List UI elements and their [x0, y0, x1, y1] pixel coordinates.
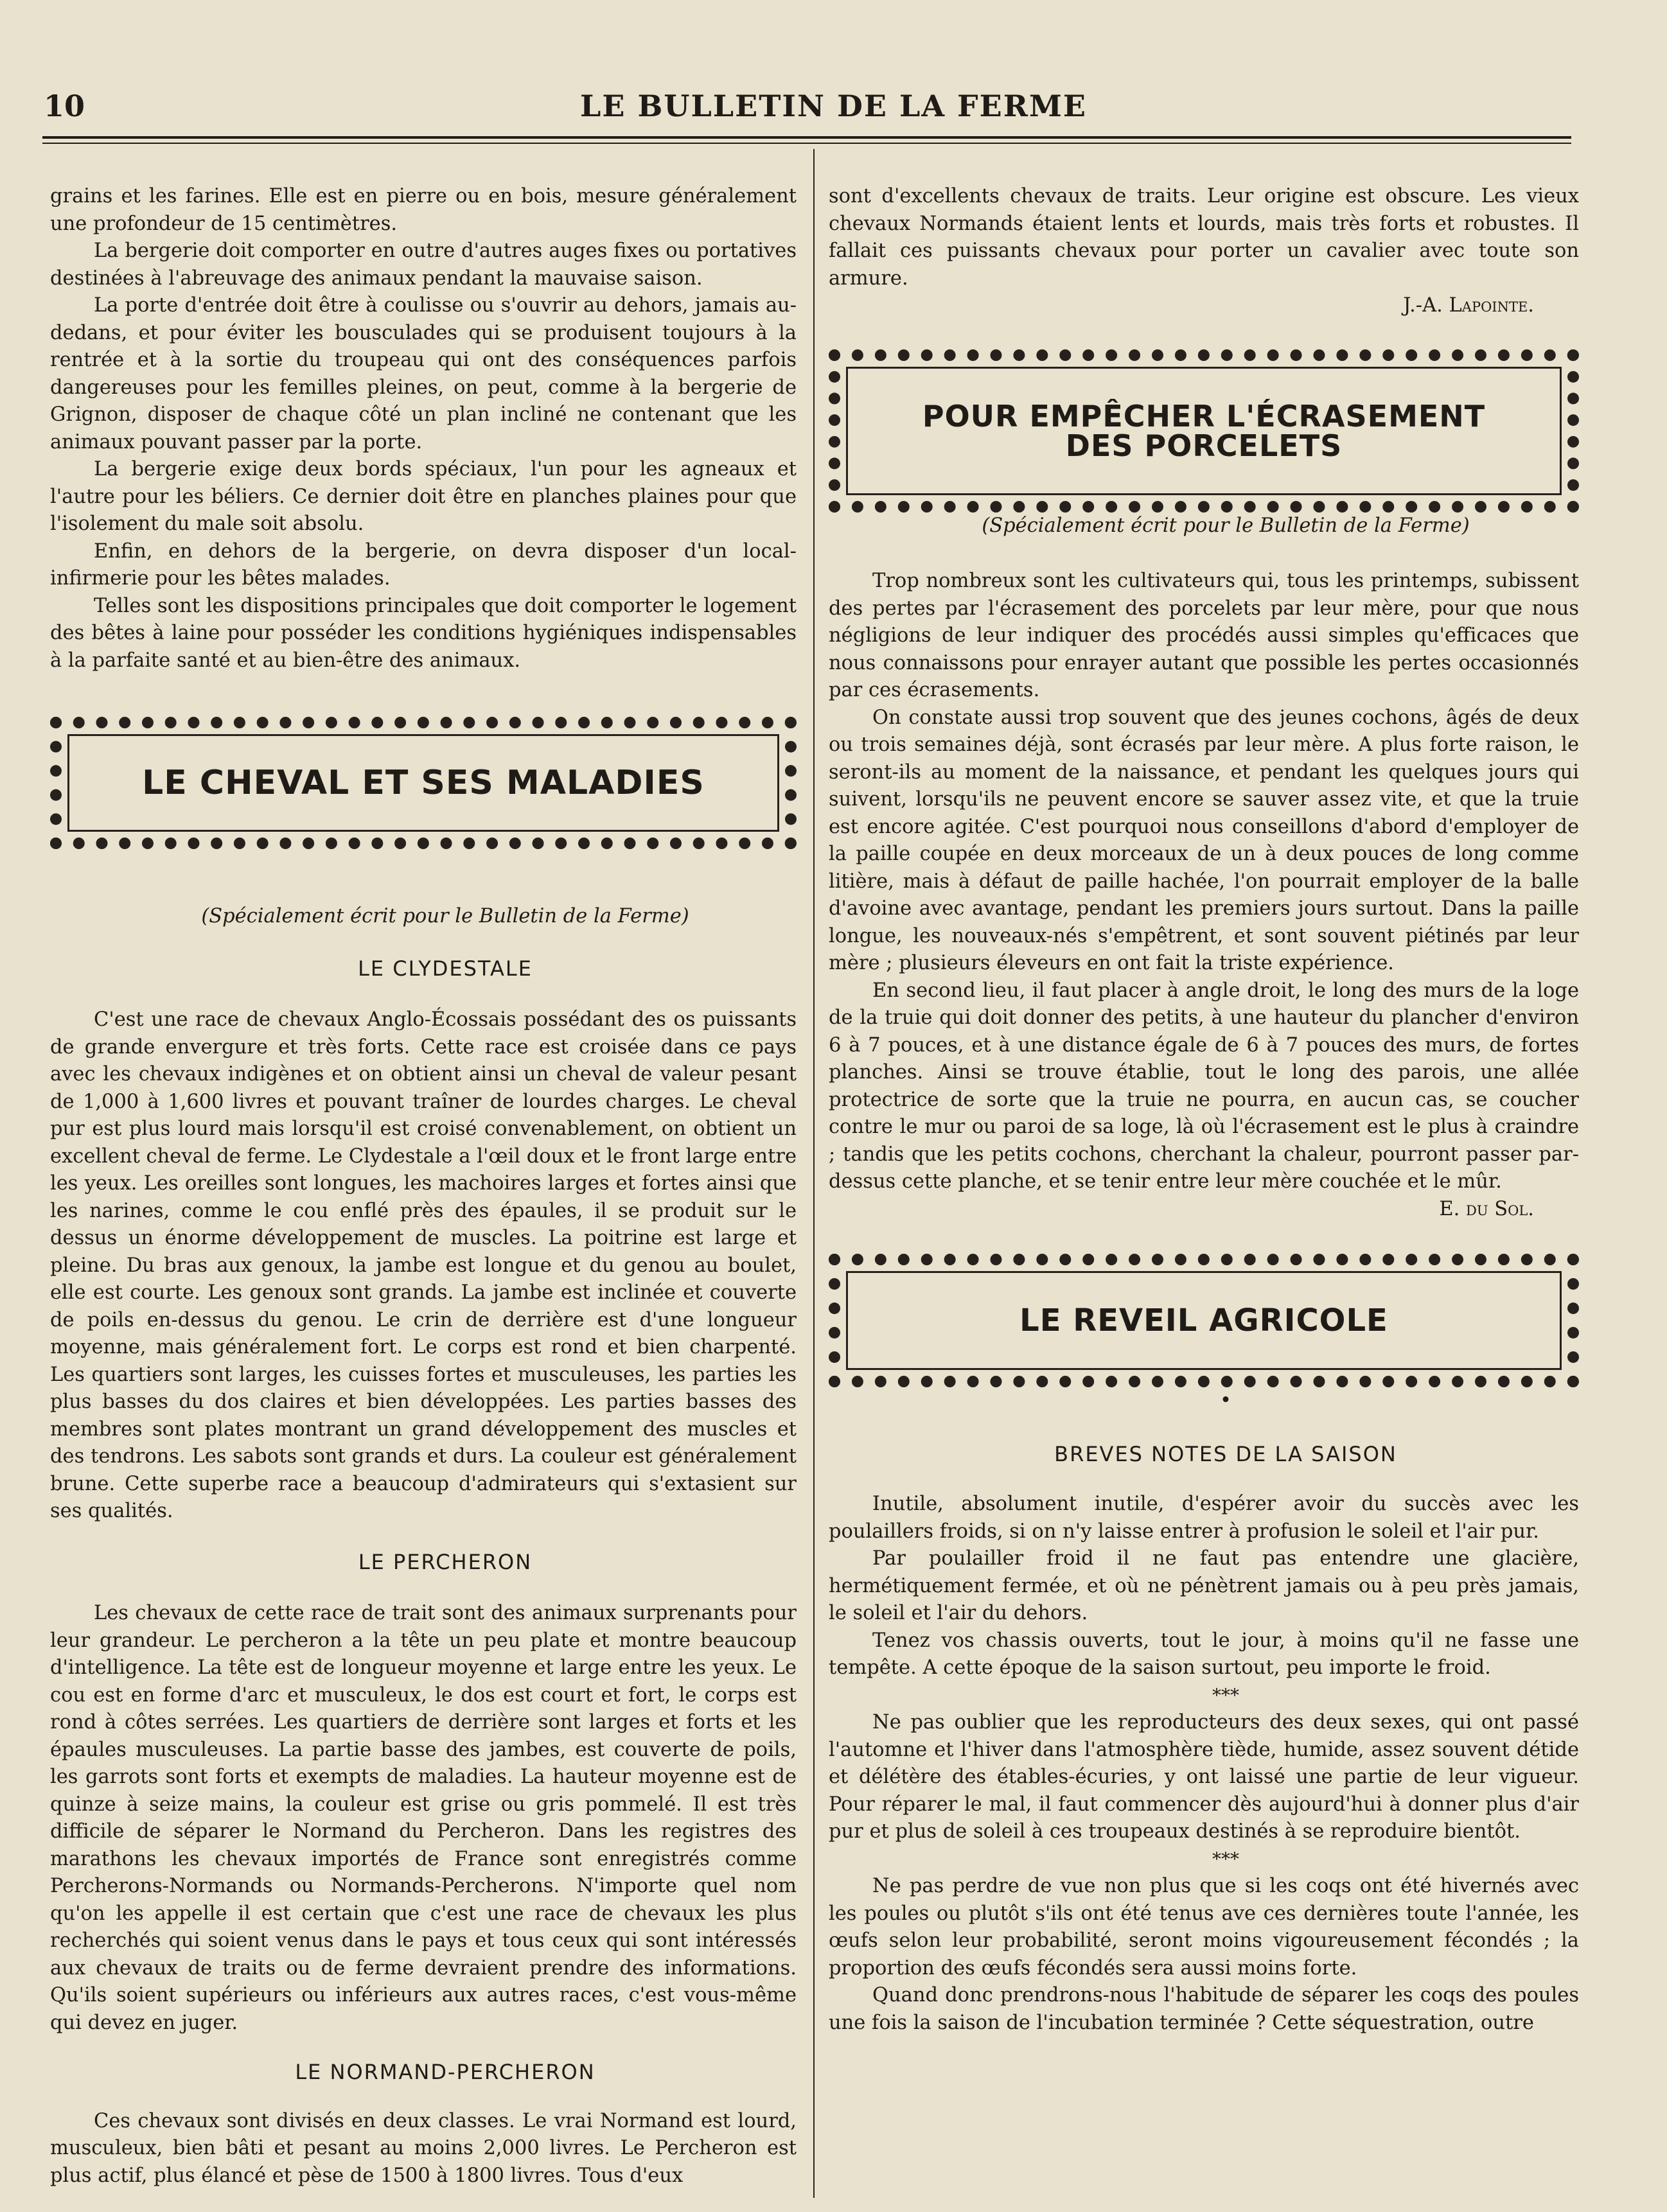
ornament-dot: •	[1220, 1389, 1231, 1412]
paragraph: Telles sont les dispositions principales que doit comporter le logement des bêtes à laine pour posséder les conditions hygiéniques indispensables à la parfaite santé et au bien-être des animaux.	[50, 594, 797, 672]
section-title-box	[829, 349, 1579, 513]
section-title: LE REVEIL AGRICOLE	[1019, 1302, 1388, 1339]
subheading: LE NORMAND-PERCHERON	[295, 2060, 595, 2084]
paragraph: Ne pas oublier que les reproducteurs des deux sexes, qui ont passé l'automne et l'hiver dans l'atmosphère tiède, humide, assez souvent détide et délétère des étables-écuries, y ont laissé une partie de leur vigueur. Pour réparer le mal, il faut commencer dès aujourd'hui à donner plus d'air pur et plus de soleil à ces troupeaux destinés à se reproduire bientôt.	[829, 1711, 1579, 1843]
right-column	[829, 183, 1579, 2037]
section-separator: ***	[1212, 1848, 1239, 1870]
paragraph: En second lieu, il faut placer à angle droit, le long des murs de la loge de la truie qui doit donner des petits, à une hauteur du plancher d'environ 6 à 7 pouces, et à une distance égale de 6 à 7 pouces des murs, de fortes planches. Ainsi se trouve établie, tout le long des parois, une allée protectrice de sorte que la truie ne pourra, en aucun cas, se coucher contre le mur ou paroi de sa loge, là où l'écrasement est le plus à craindre ; tandis que les petits cochons, cherchant la chaleur, pourront passer par-dessus cette planche, et se tenir entre leur mère couchée et le mûr.	[829, 979, 1579, 1193]
paragraph: Ces chevaux sont divisés en deux classes. Le vrai Normand est lourd, musculeux, bien bâti et pesant au moins 2,000 livres. Le Percheron est plus actif, plus élancé et pèse de 1500 à 1800 livres. Tous d'eux	[50, 2109, 797, 2187]
paragraph: Inutile, absolument inutile, d'espérer avoir du succès avec les poulaillers froids, si on n'y laisse entrer à profusion le soleil et l'air pur.	[829, 1493, 1579, 1543]
section-separator: ***	[1212, 1684, 1239, 1706]
running-head: LE BULLETIN DE LA FERME	[580, 89, 1087, 123]
paragraph: On constate aussi trop souvent que des jeunes cochons, âgés de deux ou trois semaines déjà, sont écrasés par leur mère. A plus forte raison, le seront-ils au moment de la naissance, et pendant les quelques jours qui suivent, lorsqu'ils ne peuvent encore se sauver assez vite, et que la truie est encore agitée. C'est pourquoi nous conseillons d'abord d'employer de la paille coupée en deux morceaux de un à deux pouces de long comme litière, mais à défaut de paille hachée, l'on pourrait employer de la balle d'avoine avec avantage, pendant les premiers jours surtout. Dans la paille longue, les nouveaux-nés s'empêtrent, et sont souvent piétinés par leur mère ; plusieurs éleveurs en ont fait la triste expérience.	[829, 706, 1579, 974]
signature: E. du Sol.	[1439, 1197, 1534, 1220]
paragraph: La bergerie doit comporter en outre d'autres auges fixes ou portatives destinées à l'abreuvage des animaux pendant la mauvaise saison.	[50, 240, 797, 290]
paragraph: Enfin, en dehors de la bergerie, on devra disposer d'un local-infirmerie pour les bêtes malades.	[50, 540, 797, 590]
paragraph: La bergerie exige deux bords spéciaux, l'un pour les agneaux et l'autre pour les béliers. Ce dernier doit être en planches plaines pour que l'isolement du male soit absolu.	[50, 458, 797, 535]
paragraph: C'est une race de chevaux Anglo-Écossais possédant des os puissants de grande envergure et très forts. Cette race est croisée dans ce pays avec les chevaux indigènes et on obtient ainsi un cheval de valeur pesant de 1,000 à 1,600 livres et pouvant traîner de lourdes charges. Le cheval pur est plus lourd mais lorsqu'il est croisé convenablement, on obtient un excellent cheval de ferme. Le Clydestale a l'œil doux et le front large entre les yeux. Les oreilles sont longues, les machoires larges et fortes ainsi que les narines, comme le cou enflé près des épaules, il se produit sur le dessus un énorme développement de muscles. La poitrine est large et pleine. Du bras aux genoux, la jambe est longue et du genou au boulet, elle est courte. Les genoux sont grands. La jambe est inclinée et couverte de poils en-dessus du genou. Le crin de derrière est d'une longueur moyenne, mais généralement fort. Le corps est rond et bien charpenté. Les quartiers sont larges, les cuisses fortes et musculeuses, les parties les plus basses du dos claires et bien développées. Les parties basses des membres sont plates montrant un grand développement des muscles et des tendrons. Les sabots sont grands et durs. La couleur est généralement brune. Cette superbe race a beaucoup d'admirateurs qui s'extasient sur ses qualités.	[50, 1008, 797, 1522]
paragraph: Par poulailler froid il ne faut pas entendre une glacière, hermétiquement fermée, et où ne pénètrent jamais ou à peu près jamais, le soleil et l'air du dehors.	[829, 1547, 1579, 1624]
paragraph: Ne pas perdre de vue non plus que si les coqs ont été hivernés avec les poules ou plutôt s'ils ont été tenus ave ces dernières toute l'année, les œufs selon leur probabilité, seront moins vigoureusement fécondés ; la proportion des œufs fécondés sera aussi moins forte.	[829, 1875, 1579, 1979]
paragraph: Les chevaux de cette race de trait sont des animaux surprenants pour leur grandeur. Le percheron a la tête un peu plate et montre beaucoup d'intelligence. La tête est de longueur moyenne et large entre les yeux. Le cou est en forme d'arc et musculeux, le dos est court et fort, le corps est rond à côtes serrées. Les quartiers de derrière sont larges et forts et les épaules musculeuses. La partie basse des jambes, est couverte de poils, les garrots sont forts et exempts de maladies. La hauteur moyenne est de quinze à seize mains, la couleur est grise ou gris pommelé. Il est très difficile de séparer le Normand du Percheron. Dans les registres des marathons les chevaux importés de France sont enregistrés comme Percherons-Normands ou Normands-Percherons. N'importe quel nom qu'on les appelle il est certain que c'est une race de chevaux les plus recherchés qui soient venus dans le pays et tous ceux qui sont intéressés aux chevaux de traits ou de ferme devraient prendre des informations. Qu'ils soient supérieurs ou inférieurs aux autres races, c'est vous-même qui devez en juger.	[50, 1602, 797, 2034]
section-title-box	[50, 717, 797, 849]
header-rule-thin	[42, 143, 1571, 144]
byline: (Spécialement écrit pour le Bulletin de la Ferme)	[201, 905, 689, 927]
signature: J.-A. Lapointe.	[1403, 294, 1534, 317]
subheading: LE PERCHERON	[358, 1549, 533, 1574]
paragraph: La porte d'entrée doit être à coulisse ou s'ouvrir au dehors, jamais au-dedans, et pour éviter les bousculades qui se produisent toujours à la rentrée et à la sortie du troupeau qui ont des conséquences parfois dangereuses pour les femilles pleines, on peut, comme à la bergerie de Grignon, disposer de chaque côté un plan incliné ne contenant que les animaux pouvant passer par la porte.	[50, 294, 797, 453]
section-title-box	[829, 1254, 1579, 1387]
paragraph: Tenez vos chassis ouverts, tout le jour, à moins qu'il ne fasse une tempête. A cette époque de la saison surtout, peu importe le froid.	[829, 1629, 1579, 1679]
section-title: LE CHEVAL ET SES MALADIES	[142, 763, 705, 802]
page-number: 10	[44, 89, 85, 123]
section-title: POUR EMPÊCHER L'ÉCRASEMENT	[922, 398, 1486, 434]
subheading: LE CLYDESTALE	[358, 956, 533, 981]
paragraph: sont d'excellents chevaux de traits. Leur origine est obscure. Les vieux chevaux Normands étaient lents et lourds, mais très forts et robustes. Il fallait ces puissants chevaux pour porter un cavalier avec toute son armure.	[829, 185, 1579, 290]
left-column	[50, 183, 797, 2190]
byline: (Spécialement écrit pour le Bulletin de la Ferme)	[982, 514, 1470, 537]
paragraph: Trop nombreux sont les cultivateurs qui, tous les printemps, subissent des pertes par l'écrasement des porcelets par leur mère, pour que nous négligions de leur indiquer des procédés aussi simples qu'efficaces que nous connaissons pour enrayer autant que possible les pertes occasionnés par ces écrasements.	[829, 570, 1579, 701]
section-title: DES PORCELETS	[1065, 428, 1343, 463]
subheading: BREVES NOTES DE LA SAISON	[1054, 1441, 1397, 1466]
column-divider	[813, 149, 815, 2198]
header-rule	[42, 136, 1571, 139]
paragraph: grains et les farines. Elle est en pierre ou en bois, mesure généralement une profondeur de 15 centimètres.	[50, 185, 797, 235]
paragraph: Quand donc prendrons-nous l'habitude de séparer les coqs des poules une fois la saison de l'incubation terminée ? Cette séquestration, outre	[829, 1984, 1579, 2034]
